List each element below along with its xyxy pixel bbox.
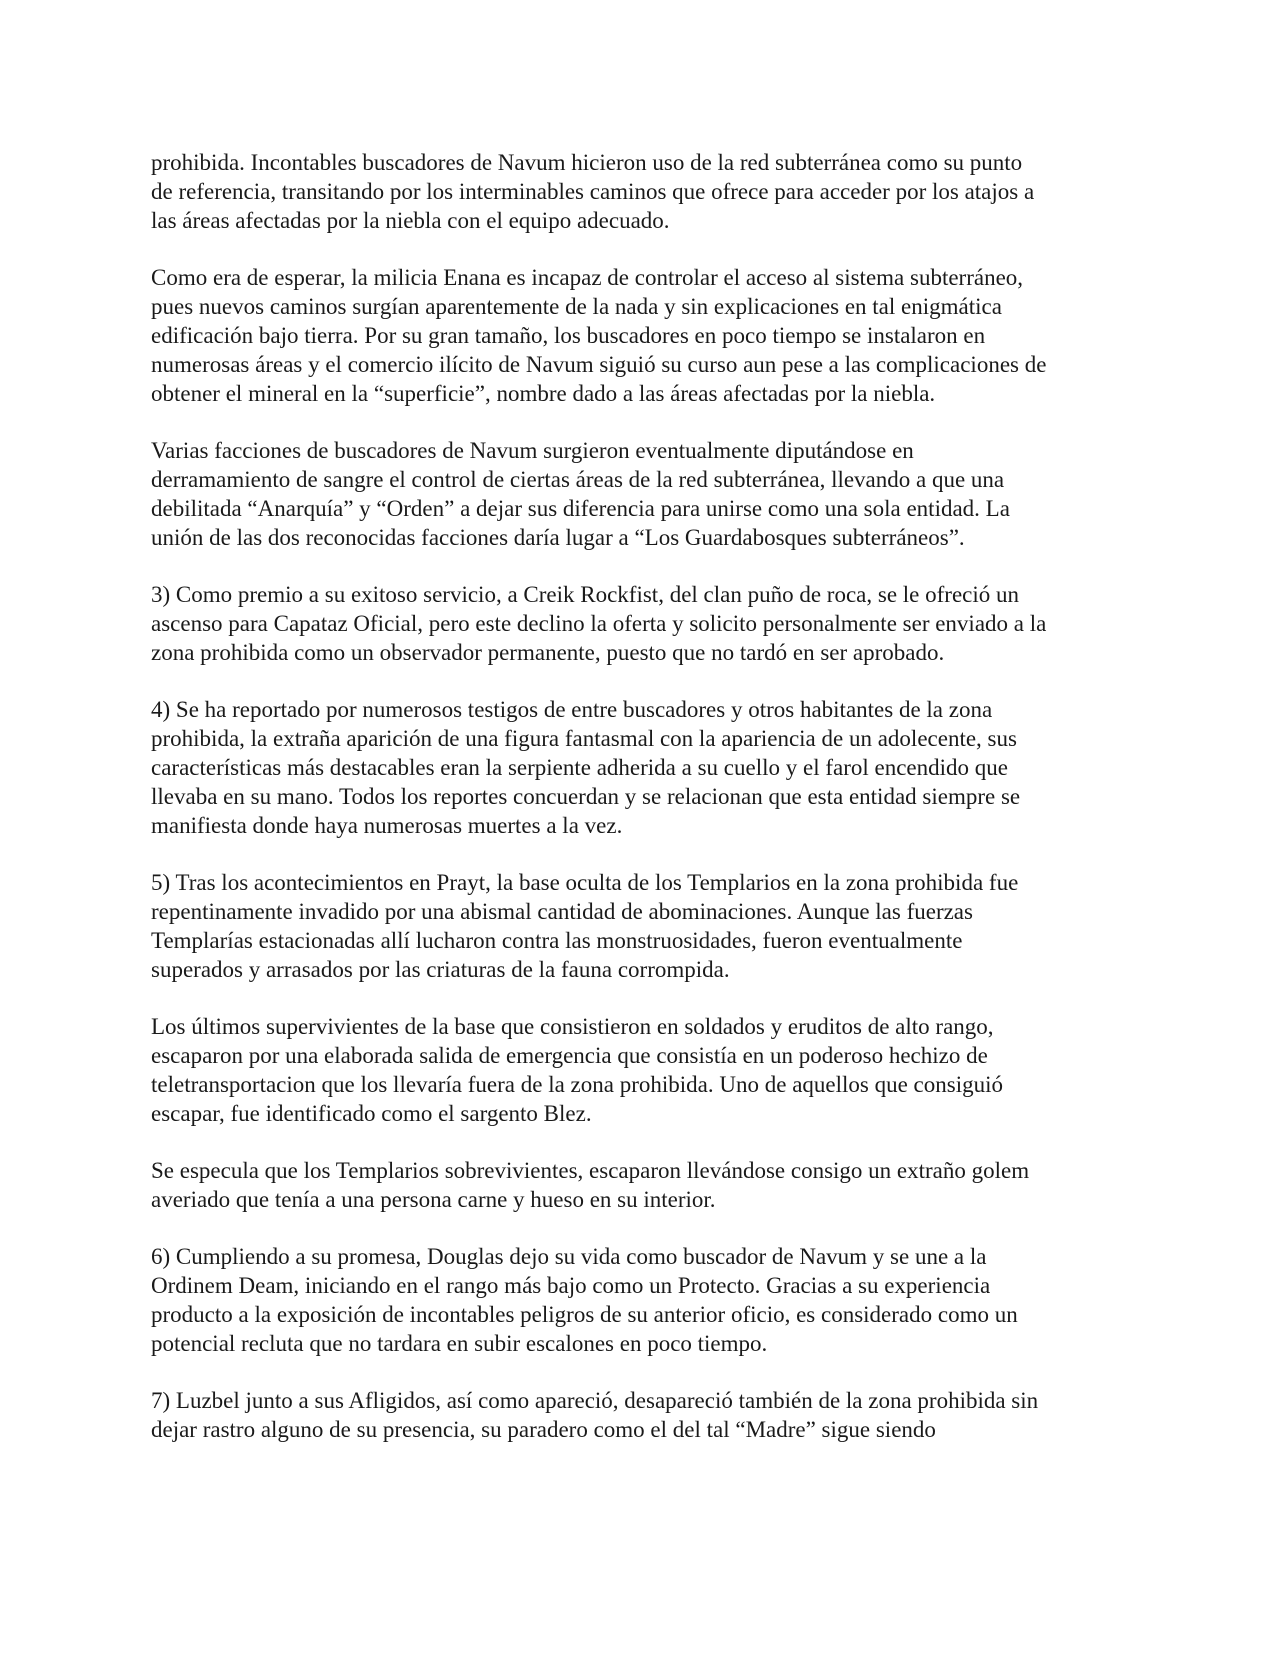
text-line: prohibida, la extraña aparición de una figura fantasmal con la apariencia de un adolecente, sus — [151, 726, 1017, 751]
paragraph — [151, 1242, 1141, 1358]
text-line: pues nuevos caminos surgían aparentemente de la nada y sin explicaciones en tal enigmática — [151, 294, 1002, 319]
paragraph — [151, 580, 1141, 667]
text-line: numerosas áreas y el comercio ilícito de Navum siguió su curso aun pese a las complicaciones de — [151, 352, 1047, 377]
text-line: teletransportacion que los llevaría fuera de la zona prohibida. Uno de aquellos que consiguió — [151, 1072, 1003, 1097]
text-line: Varias facciones de buscadores de Navum surgieron eventualmente diputándose en — [151, 438, 914, 463]
text-line: producto a la exposición de incontables peligros de su anterior oficio, es considerado como un — [151, 1302, 1018, 1327]
paragraph — [151, 263, 1141, 408]
text-line: Templarías estacionadas allí lucharon contra las monstruosidades, fueron eventualmente — [151, 928, 963, 953]
text-line: potencial recluta que no tardara en subir escalones en poco tiempo. — [151, 1331, 768, 1356]
text-line: 6) Cumpliendo a su promesa, Douglas dejo su vida como buscador de Navum y se une a la — [151, 1244, 987, 1269]
paragraph — [151, 868, 1141, 984]
text-line: características más destacables eran la serpiente adherida a su cuello y el farol encendido que — [151, 755, 1008, 780]
paragraph — [151, 1386, 1141, 1444]
text-line: prohibida. Incontables buscadores de Navum hicieron uso de la red subterránea como su punto — [151, 150, 1023, 175]
text-line: manifiesta donde haya numerosas muertes a la vez. — [151, 813, 623, 838]
text-line: debilitada “Anarquía” y “Orden” a dejar sus diferencia para unirse como una sola entidad. La — [151, 496, 1010, 521]
paragraph — [151, 436, 1141, 552]
text-line: Como era de esperar, la milicia Enana es incapaz de controlar el acceso al sistema subterráneo, — [151, 265, 1024, 290]
text-line: 3) Como premio a su exitoso servicio, a Creik Rockfist, del clan puño de roca, se le ofreció un — [151, 582, 1020, 607]
text-line: edificación bajo tierra. Por su gran tamaño, los buscadores en poco tiempo se instalaron en — [151, 323, 986, 348]
text-line: unión de las dos reconocidas facciones daría lugar a “Los Guardabosques subterráneos”. — [151, 525, 965, 550]
text-line: 7) Luzbel junto a sus Afligidos, así como apareció, desapareció también de la zona prohibida sin — [151, 1388, 1039, 1413]
document-page — [151, 148, 1141, 1472]
text-line: derramamiento de sangre el control de ciertas áreas de la red subterránea, llevando a que una — [151, 467, 1005, 492]
paragraph — [151, 1012, 1141, 1128]
text-line: zona prohibida como un observador permanente, puesto que no tardó en ser aprobado. — [151, 640, 945, 665]
text-line: 5) Tras los acontecimientos en Prayt, la base oculta de los Templarios en la zona prohibida fue — [151, 870, 1019, 895]
text-line: obtener el mineral en la “superficie”, nombre dado a las áreas afectadas por la niebla. — [151, 381, 936, 406]
text-line: escapar, fue identificado como el sargento Blez. — [151, 1101, 592, 1126]
paragraph — [151, 148, 1141, 235]
paragraph — [151, 695, 1141, 840]
text-line: superados y arrasados por las criaturas de la fauna corrompida. — [151, 957, 730, 982]
text-line: ascenso para Capataz Oficial, pero este declino la oferta y solicito personalmente ser enviado a la — [151, 611, 1047, 636]
paragraph — [151, 1156, 1141, 1214]
text-line: Ordinem Deam, iniciando en el rango más bajo como un Protecto. Gracias a su experiencia — [151, 1273, 991, 1298]
text-line: escaparon por una elaborada salida de emergencia que consistía en un poderoso hechizo de — [151, 1043, 988, 1068]
text-line: averiado que tenía a una persona carne y hueso en su interior. — [151, 1187, 716, 1212]
text-line: 4) Se ha reportado por numerosos testigos de entre buscadores y otros habitantes de la zona — [151, 697, 993, 722]
text-line: las áreas afectadas por la niebla con el equipo adecuado. — [151, 208, 670, 233]
text-line: Se especula que los Templarios sobrevivientes, escaparon llevándose consigo un extraño golem — [151, 1158, 1030, 1183]
text-line: repentinamente invadido por una abismal cantidad de abominaciones. Aunque las fuerzas — [151, 899, 973, 924]
text-line: dejar rastro alguno de su presencia, su paradero como el del tal “Madre” sigue siendo — [151, 1417, 936, 1442]
text-line: Los últimos supervivientes de la base que consistieron en soldados y eruditos de alto rango, — [151, 1014, 994, 1039]
text-line: llevaba en su mano. Todos los reportes concuerdan y se relacionan que esta entidad siempre se — [151, 784, 1021, 809]
text-line: de referencia, transitando por los interminables caminos que ofrece para acceder por los atajos a — [151, 179, 1035, 204]
